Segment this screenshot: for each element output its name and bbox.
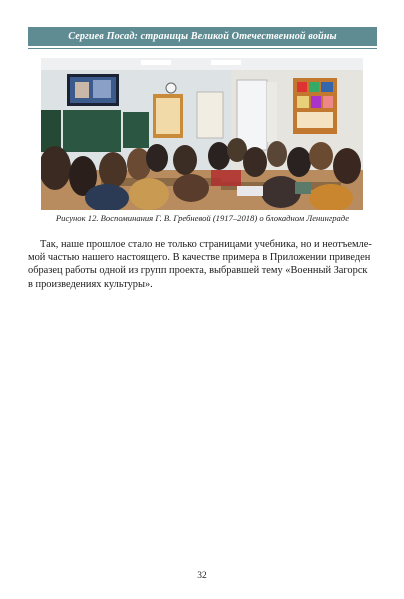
- body-paragraph: [28, 238, 377, 291]
- page-number: 32: [197, 571, 207, 581]
- figure-caption: Рисунок 12. Воспоминания Г. В. Гребневой (1917–2018) о блокадном Ленинграде: [55, 213, 350, 223]
- running-header: [28, 27, 377, 46]
- classroom-photo: [41, 58, 363, 210]
- classroom-photo-illustration: [41, 58, 363, 210]
- paragraph-line: Так, наше прошлое стало не только страницами учебника, но и неотъемле-: [40, 239, 372, 250]
- paragraph-line: мой частью нашего настоящего. В качестве примера в Приложении приведен: [28, 252, 371, 264]
- paragraph-line: образец работы одной из групп проекта, выбравшей тему «Военный Загорск: [28, 265, 368, 277]
- paragraph-line: в произведениях культуры».: [28, 278, 153, 290]
- running-header-title: Сергиев Посад: страницы Великой Отечественной войны: [68, 31, 337, 42]
